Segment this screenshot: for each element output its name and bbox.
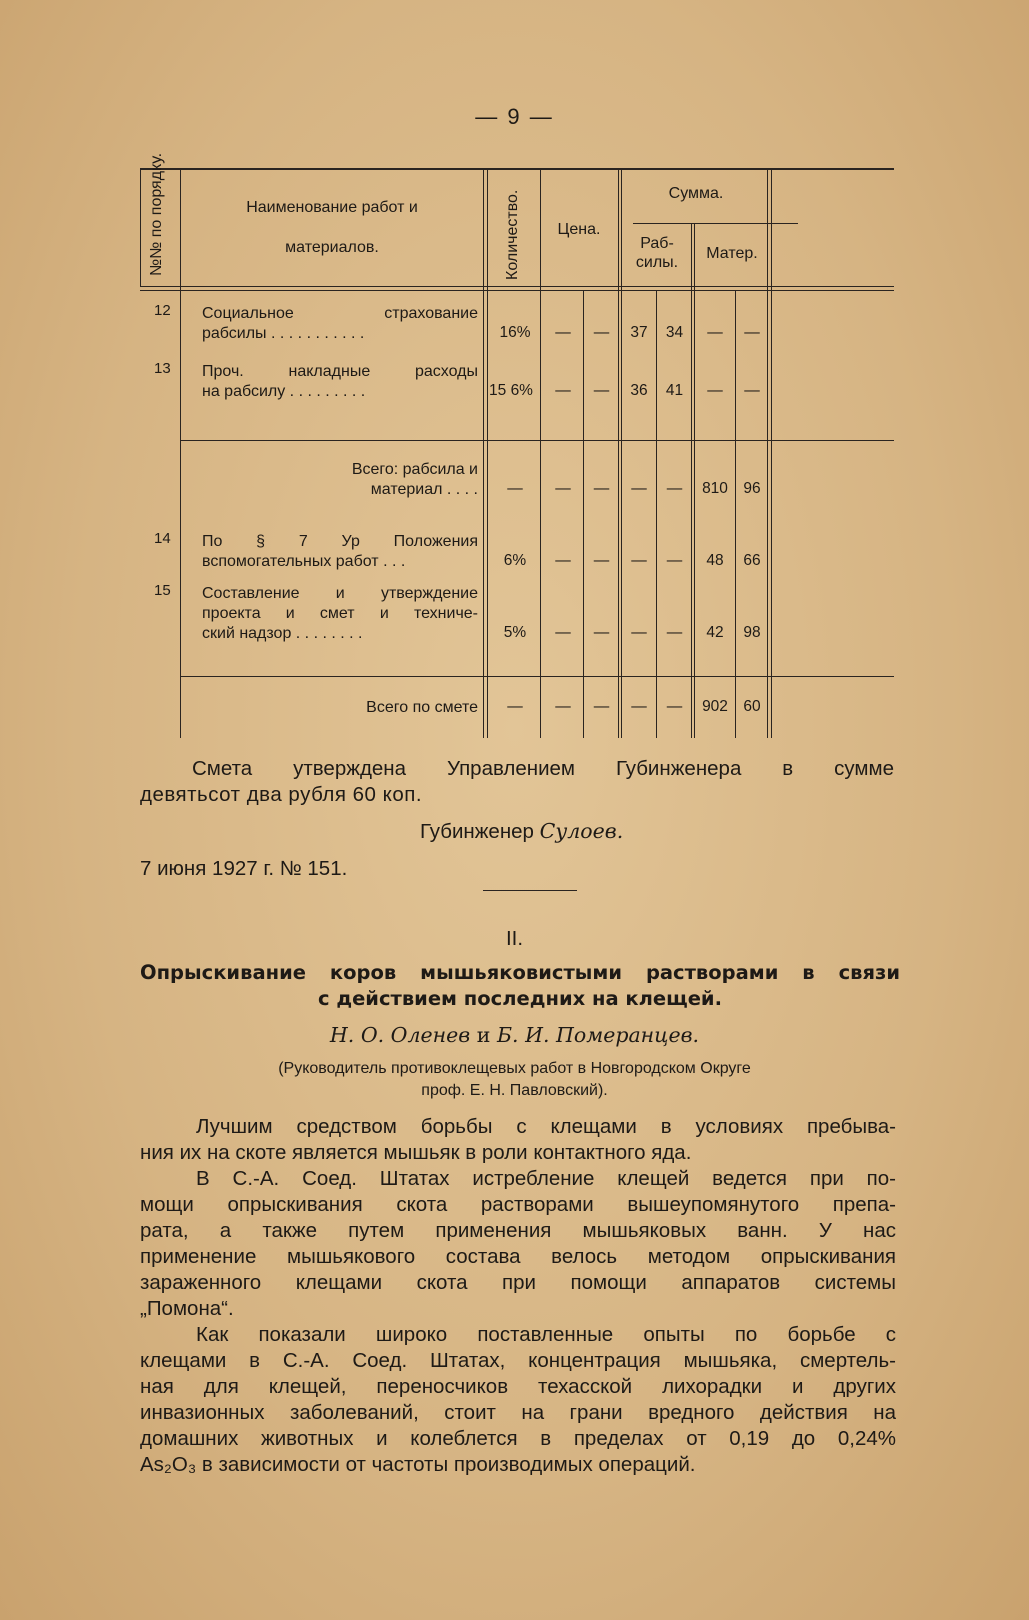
row-desc-line: ский надзор . . . . . . . . [202, 625, 363, 642]
paragraph-line: рата, а также путем применения мышьяковых ванн. У нас [140, 1219, 896, 1242]
col-rule-price [618, 168, 619, 738]
row-description [202, 304, 478, 344]
row-quantity: 6% [503, 552, 527, 569]
approval-date: 7 июня 1927 г. № 151. [140, 857, 348, 880]
row-desc-line: Проч. накладные расходы [202, 363, 478, 380]
paragraph-line: мощи опрыскивания скота растворами вышеупомянутого препа- [140, 1193, 896, 1216]
row-labor-kop: — [666, 552, 683, 569]
row-desc-line: Всего: рабсила и [351, 461, 478, 478]
row-mat-kop: 66 [743, 552, 761, 569]
note-line1: (Руководитель противоклещевых работ в Новгородском Округе [278, 1060, 751, 1077]
row-number: 15 [154, 582, 171, 599]
note-line2: проф. Е. Н. Павловский). [421, 1082, 608, 1099]
col-rule-labor-2 [694, 223, 695, 738]
row-desc-line: проекта и смет и техниче- [202, 605, 478, 622]
table-top-rule [140, 168, 894, 170]
row-mat-rub: — [707, 324, 723, 341]
row-desc-line: на рабсилу . . . . . . . . . [202, 383, 366, 400]
signer-title: Губинженер [420, 820, 534, 843]
row-desc-line: материал . . . . [370, 481, 478, 498]
approval-line1 [192, 756, 894, 782]
section-number: II. [505, 927, 524, 950]
row-price-kop: — [593, 624, 610, 641]
paragraph-1 [140, 1114, 896, 1166]
header-price: Цена. [557, 221, 601, 238]
paragraph-line: В С.-А. Соед. Штатах истребление клещей ведется при по- [196, 1167, 896, 1190]
row-desc-line: Составление и утверждение [202, 585, 478, 602]
subtotal-rule [180, 440, 894, 441]
col-rule-name [483, 168, 484, 738]
article-title [140, 960, 900, 1012]
signer-name: Сулоев. [539, 819, 624, 843]
row-mat-kop: 96 [743, 480, 761, 497]
paragraph-line: клещами в С.-А. Соед. Штатах, концентрация мышьяка, смертель- [140, 1349, 896, 1372]
header-quantity: Количество. [504, 189, 521, 280]
row-mat-kop: 98 [743, 624, 761, 641]
row-labor-rub: 36 [630, 382, 648, 399]
header-name-line1: Наименование работ и [246, 199, 418, 216]
paragraph-line: применение мышьякового состава велось методом опрыскивания [140, 1245, 896, 1268]
row-desc-line: рабсилы . . . . . . . . . . . [202, 325, 365, 342]
approval-text: Смета утверждена Управлением Губинженера в сумме [192, 757, 894, 780]
col-rule-price-mid [583, 290, 584, 738]
article-note [0, 1058, 1029, 1102]
signature-line [420, 818, 900, 845]
row-labor-kop: — [666, 698, 683, 715]
row-price-rub: — [555, 480, 571, 497]
paragraph-3 [140, 1322, 896, 1478]
row-description [202, 584, 478, 644]
approval-line2 [140, 782, 894, 808]
paragraph-line: Как показали широко поставленные опыты по борьбе с [196, 1323, 896, 1346]
row-mat-kop: 60 [743, 698, 761, 715]
header-materials: Матер. [706, 245, 758, 262]
row-mat-kop: — [744, 382, 760, 399]
row-labor-rub: — [631, 480, 647, 497]
row-mat-rub: 810 [702, 480, 728, 497]
row-labor-kop: 34 [665, 324, 684, 341]
row-price-rub: — [555, 698, 571, 715]
row-description [202, 532, 478, 572]
author-1: Н. О. Оленев [329, 1023, 471, 1047]
row-mat-rub: 902 [702, 698, 728, 715]
row-quantity: — [507, 698, 523, 715]
section-divider [483, 890, 577, 891]
paragraph-line: зараженного клещами скота при помощи аппаратов системы [140, 1271, 896, 1294]
paragraph-line: „Помона“. [140, 1297, 234, 1320]
paragraph-line: инвазионных заболеваний, стоит на грани вредного действия на [140, 1401, 896, 1424]
row-desc-line: Социальное страхование [202, 305, 478, 322]
total-rule [180, 676, 894, 677]
row-price-rub: — [555, 324, 571, 341]
row-quantity: — [507, 480, 523, 497]
row-price-rub: — [555, 624, 571, 641]
row-number: 14 [154, 530, 171, 547]
row-description [202, 362, 478, 402]
row-labor-rub: — [631, 698, 647, 715]
row-price-kop: — [593, 382, 610, 399]
col-rule-num [180, 168, 181, 738]
article-authors [0, 1022, 1029, 1048]
row-desc-line: вспомогательных работ . . . [202, 553, 406, 570]
row-labor-kop: — [666, 480, 683, 497]
row-mat-rub: — [707, 382, 723, 399]
col-rule-qty [540, 168, 541, 738]
header-name-line2: материалов. [285, 239, 379, 256]
authors-and: и [476, 1023, 491, 1047]
col-rule-left [140, 168, 141, 286]
article-title-line2: с действием последних на клещей. [317, 987, 722, 1010]
estimate-table [140, 152, 894, 738]
col-rule-labor-mid [656, 290, 657, 738]
row-quantity: 15 6% [489, 382, 533, 399]
paragraph-line: домашних животных и колеблется в пределах от 0,19 до 0,24% [140, 1427, 896, 1450]
row-mat-rub: 42 [706, 624, 724, 641]
col-rule-labor [691, 223, 692, 738]
row-labor-rub: 37 [630, 324, 648, 341]
row-price-kop: — [593, 324, 610, 341]
header-bottom-rule [140, 286, 894, 287]
row-labor-rub: — [631, 624, 647, 641]
row-mat-rub: 48 [706, 552, 724, 569]
header-bottom-rule-2 [140, 290, 894, 291]
article-title-line1: Опрыскивание коров мышьяковистыми растворами в связи [140, 961, 900, 984]
paragraph-2 [140, 1166, 896, 1322]
paragraph-line: ния их на скоте является мышьяк в роли контактного яда. [140, 1141, 692, 1164]
row-desc-line: Всего по смете [366, 699, 478, 716]
row-price-kop: — [593, 480, 610, 497]
row-desc-line: По § 7 Ур Положения [202, 533, 478, 550]
row-labor-kop: 41 [665, 382, 684, 399]
row-number: 12 [154, 302, 171, 319]
paragraph-line: ная для клещей, переносчиков техасской лихорадки и других [140, 1375, 896, 1398]
author-2: Б. И. Померанцев. [496, 1023, 700, 1047]
row-labor-rub: — [631, 552, 647, 569]
total-description [202, 698, 478, 718]
row-price-rub: — [555, 382, 571, 399]
row-price-kop: — [593, 698, 610, 715]
row-mat-kop: — [744, 324, 760, 341]
col-rule-mat-mid [735, 290, 736, 738]
approval-amount: девятьсот два рубля 60 коп. [140, 783, 423, 806]
header-number: №№ по порядку. [148, 152, 165, 276]
paragraph-line: Лучшим средством борьбы с клещами в условиях пребыва- [196, 1115, 896, 1138]
col-rule-name-2 [487, 168, 488, 738]
header-sum: Сумма. [668, 185, 724, 202]
page-number: — 9 — [475, 104, 554, 129]
col-rule-mat-2 [771, 168, 772, 738]
sum-subheader-rule [633, 223, 798, 224]
row-price-rub: — [555, 552, 571, 569]
row-number: 13 [154, 360, 171, 377]
header-labor: Раб- силы. [635, 235, 679, 272]
row-quantity: 16% [499, 324, 531, 341]
row-quantity: 5% [503, 624, 527, 641]
paragraph-line: As₂O₃ в зависимости от частоты производимых операций. [140, 1453, 696, 1476]
row-labor-kop: — [666, 624, 683, 641]
subtotal-description [202, 460, 478, 500]
row-price-kop: — [593, 552, 610, 569]
